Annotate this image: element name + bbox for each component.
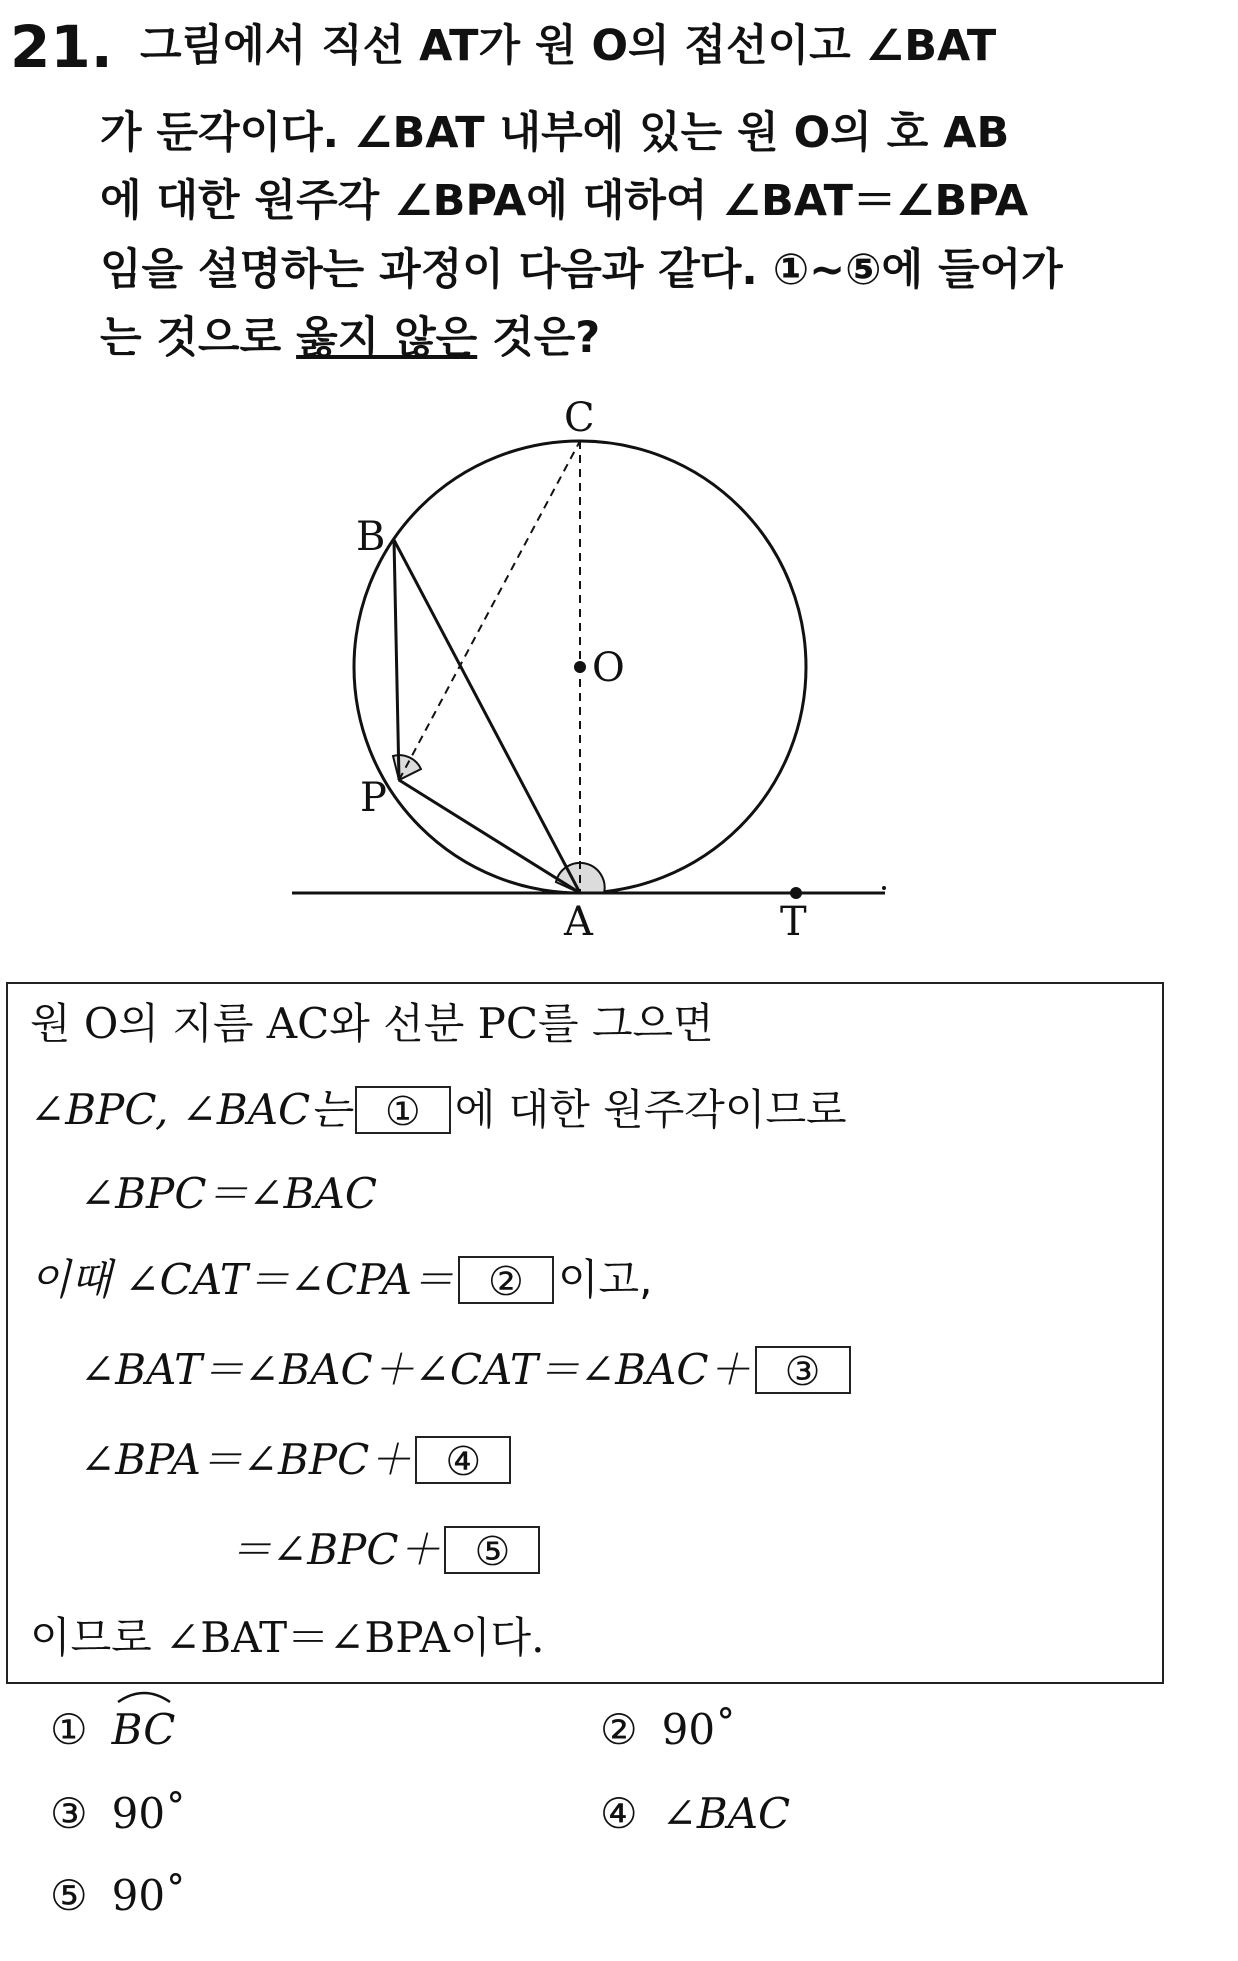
choice-4-number: ④ [600, 1789, 638, 1838]
proof-line-5 [80, 1342, 855, 1398]
label-b: B [356, 514, 386, 560]
proof-line-4-post: 이고, [557, 1255, 653, 1304]
choice-1-text: BC [111, 1705, 176, 1754]
blank-3: ③ [755, 1346, 851, 1394]
segment-pc [399, 441, 580, 780]
proof-line-4-pre: 이때 ∠CAT＝∠CPA＝ [30, 1255, 454, 1304]
blank-2: ② [458, 1256, 554, 1304]
proof-line-6-pre: ∠BPA＝∠BPC＋ [80, 1435, 412, 1484]
geometry-figure [280, 395, 900, 955]
stem-line-2: 가 둔각이다. ∠BAT 내부에 있는 원 O의 호 AB [100, 108, 1010, 158]
blank-4: ④ [415, 1436, 511, 1484]
segment-ba [394, 540, 580, 893]
choice-1[interactable] [50, 1700, 175, 1760]
proof-line-3 [80, 1166, 377, 1222]
proof-line-3-text: ∠BPC＝∠BAC [80, 1169, 377, 1218]
arc-symbol-icon [114, 1686, 174, 1704]
label-o: O [592, 645, 625, 691]
segment-pa [399, 780, 580, 893]
proof-line-7-pre: ＝∠BPC＋ [230, 1525, 441, 1574]
label-a: A [564, 899, 593, 945]
stem-line-3: 에 대한 원주각 ∠BPA에 대하여 ∠BAT＝∠BPA [100, 176, 1029, 226]
proof-line-1: 원 O의 지름 AC와 선분 PC를 그으면 [30, 999, 714, 1048]
choice-2[interactable] [600, 1700, 736, 1760]
proof-line-2 [30, 1082, 847, 1138]
blank-1: ① [355, 1086, 451, 1134]
choice-3[interactable] [50, 1784, 186, 1844]
proof-line-4 [30, 1252, 652, 1308]
stem-line-4: 임을 설명하는 과정이 다음과 같다. ①~⑤에 들어가 [100, 245, 1063, 295]
proof-line-7 [230, 1522, 544, 1578]
choice-5[interactable] [50, 1866, 186, 1926]
stem-line-5 [100, 308, 600, 368]
choice-4-text: ∠BAC [661, 1789, 791, 1838]
stem-line-5-a: 는 것으로 [100, 313, 297, 363]
choice-2-number: ② [600, 1705, 638, 1754]
choice-5-number: ⑤ [50, 1871, 88, 1920]
stem-line-1: 그림에서 직선 AT가 원 O의 접선이고 ∠BAT [140, 21, 997, 71]
choice-2-text: 90˚ [661, 1705, 737, 1754]
choice-4[interactable] [600, 1784, 790, 1844]
proof-line-2-post: 에 대한 원주각이므로 [454, 1085, 847, 1134]
choice-5-text: 90˚ [111, 1871, 187, 1920]
blank-5: ⑤ [444, 1526, 540, 1574]
geometry-svg [280, 395, 900, 955]
proof-line-8: 이므로 ∠BAT＝∠BPA이다. [30, 1613, 545, 1662]
label-p: P [360, 775, 387, 821]
proof-box [6, 982, 1164, 1684]
stem-underlined-text: 옳지 않은 [296, 313, 478, 363]
proof-line-5-pre: ∠BAT＝∠BAC＋∠CAT＝∠BAC＋ [80, 1345, 751, 1394]
proof-line-6 [80, 1432, 515, 1488]
segment-bp [394, 540, 399, 780]
label-c: C [564, 395, 595, 441]
point-o [574, 661, 586, 673]
choice-1-number: ① [50, 1705, 88, 1754]
point-small-mark [882, 886, 886, 890]
choice-1-arc-text [112, 1700, 176, 1760]
stem-line-5-b: 것은? [477, 313, 601, 363]
answer-choices [50, 1700, 1200, 1950]
point-t [790, 887, 802, 899]
question-number: 21. [10, 13, 113, 81]
choice-3-text: 90˚ [111, 1789, 187, 1838]
choice-3-number: ③ [50, 1789, 88, 1838]
label-t: T [780, 899, 807, 945]
proof-line-2-pre: ∠BPC, ∠BAC는 [30, 1085, 351, 1134]
